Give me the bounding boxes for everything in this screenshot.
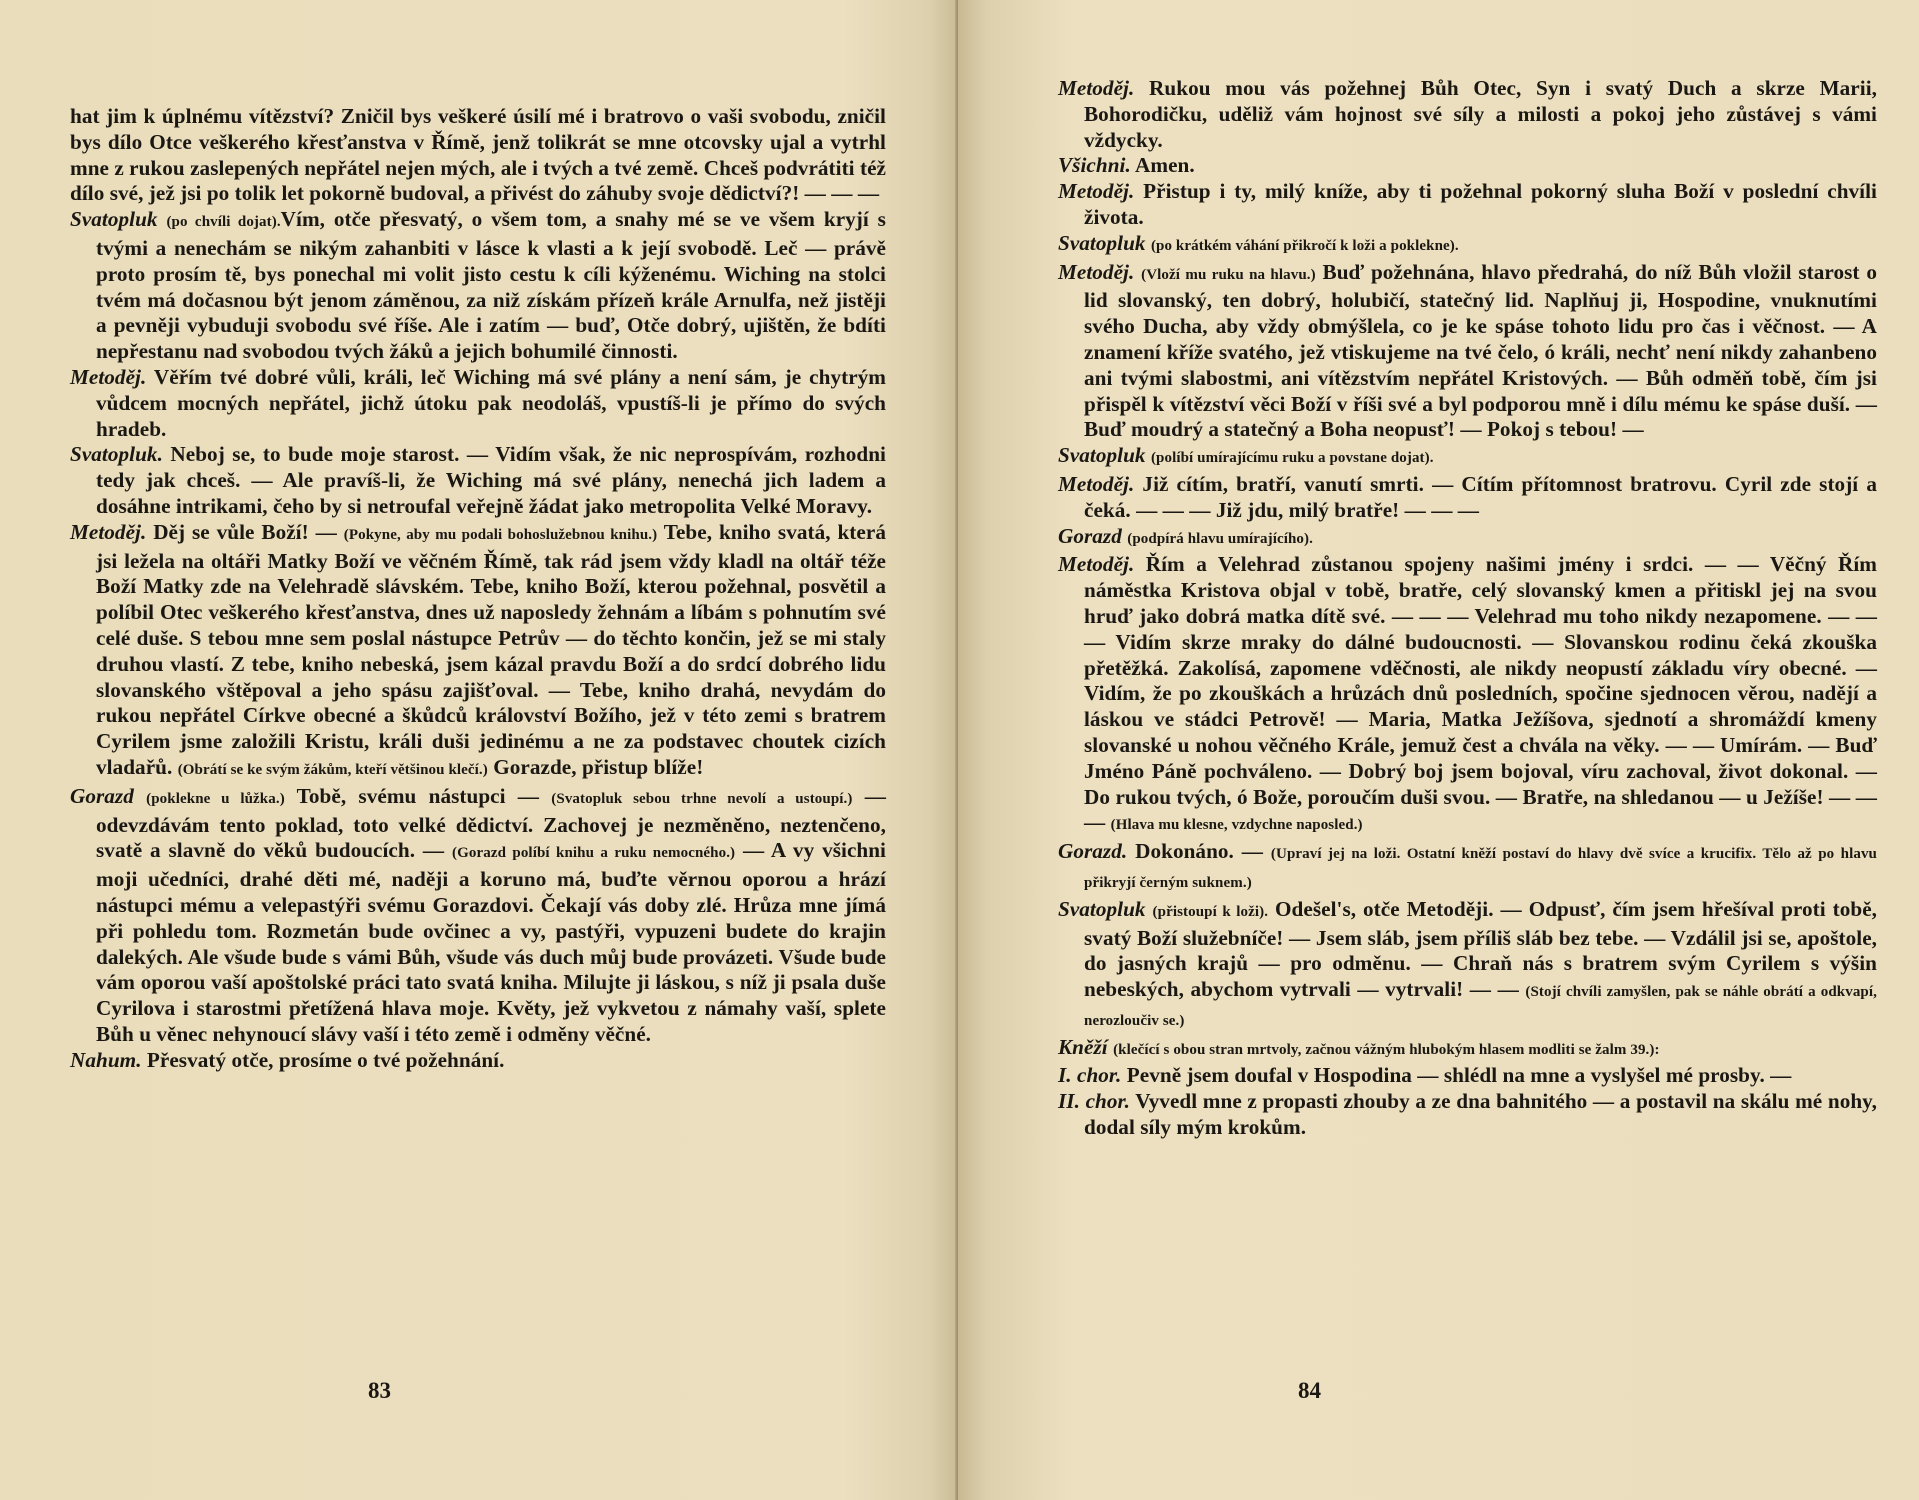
speaker-name: Svatopluk bbox=[1058, 443, 1146, 468]
dialogue-paragraph bbox=[70, 365, 886, 442]
speaker-name: Metoděj. bbox=[70, 364, 147, 389]
spoken-text: — A vy všichni moji učedníci, drahé děti mé, naději a koruno má, buďte věrnou oporou a hrází nástupci mému a velepastýři svému Gorazdovi. Čekají vás doby zlé. Hrůza mne jímá při pohledu tom. Rozmetán bude ovčinec a vy, pastýři, vypuzeni budete do krajin dalekých. Ale všude bude s vámi Bůh, všude vás duch můj bude provázeti. Všude bude vám oporou vaší apoštolské práci tato svatá kniha. Milujte ji láskou, s níž ji psala duše Cyrilova i starostmi přetížená hlava moje. Květy, jež vykvetou z námahy vaší, splete Bůh u věnec nehynoucí slávy vaší i této země i odměny věčné. bbox=[96, 838, 886, 1046]
stage-direction: (Upraví jej na loži. Ostatní kněží postaví do hlavy dvě svíce a krucifix. Tělo až po hlavu přikryjí černým suknem.) bbox=[1084, 846, 1877, 891]
spoken-text: hat jim k úplnému vítězství? Zničil bys veškeré úsilí mé i bratrovo o vaši svobodu, zničil bys dílo Otce veškerého křesťanstva v Římě, jenž tolikrát se mne otcovsky ujal a vytrhl mne z rukou zaslepených nepřátel nejen mých, ale i tvých a tvé země. Chceš podvrátiti též dílo své, jež jsi po tolik let pokorně budoval, a přivést do záhuby svoje dědictví?! — — — bbox=[70, 104, 886, 206]
dialogue-paragraph bbox=[1058, 839, 1877, 897]
spoken-text: — odevzdávám tento poklad, toto velké dědictví. Zachovej je nezměněno, neztenčeno, svatě a slavně do věků budoucích. — bbox=[96, 783, 886, 863]
right-page-text bbox=[1058, 76, 1877, 1141]
stage-direction: (políbí umírajícímu ruku a povstane dojat). bbox=[1150, 450, 1434, 467]
speaker-name: Gorazd. bbox=[1058, 839, 1128, 864]
spoken-text: Odešel's, otče Metoději. — Odpusť, čím jsem hřešíval proti tobě, svatý Boží služebníče! — Jsem sláb, jsem příliš sláb bez tebe. — Vzdálil jsi se, apoštole, do jasných krajů — pro odměnu. — Chraň nás s bratrem svým Cyrilem s výšin nebeských, abychom vytrvali — vytrvali! — — bbox=[1084, 896, 1877, 1002]
stage-direction: (po krátkém váhání přikročí k loži a poklekne). bbox=[1150, 237, 1459, 254]
speaker-name: II. chor. bbox=[1058, 1089, 1130, 1114]
dialogue-paragraph bbox=[1058, 260, 1877, 444]
page-number-left: 83 bbox=[368, 1378, 391, 1403]
speaker-name: Metoděj. bbox=[1058, 179, 1135, 204]
dialogue-paragraph bbox=[1058, 179, 1877, 231]
dialogue-paragraph bbox=[70, 1048, 886, 1074]
speaker-name: Metoděj. bbox=[1058, 76, 1135, 100]
dialogue-paragraph bbox=[70, 207, 886, 365]
spoken-text: Řím a Velehrad zůstanou spojeny našimi jmény i srdci. — — Věčný Řím náměstka Kristova objal v tobě, bratře, celý slovanský kmen a přitiskl jej na svou hruď jako dobrá matka dítě své. — — — Velehrad mu toho nikdy nezapomene. — — — Vidím skrze mraky do dálné budoucnosti. — Slovanskou rodinu čeká zkouška přetěžká. Zakolísá, zapomene vděčnosti, ale nikdy neopustí základu víry obecné. — Vidím, že po zkouškách a hrůzách dnů posledních, spočine sjednocen věrou, nadějí a láskou ve stádci Petrově! — Maria, Matka Ježíšova, sjednotí a shromáždí kmeny slovanské u nohou věčného Krále, jemuž čest a chvála na věky. — — Umírám. — Buď Jméno Páně pochváleno. — Dobrý boj jsem bojoval, víru zachoval, život dokonal. — Do rukou tvých, ó Bože, poroučím duši svou. — Bratře, na shledanou — u Ježíše! — — — bbox=[1084, 552, 1877, 835]
dialogue-paragraph bbox=[1058, 153, 1877, 179]
right-page bbox=[958, 0, 1919, 1500]
spoken-text: Amen. bbox=[1135, 153, 1195, 178]
speaker-name: Kněží bbox=[1058, 1034, 1108, 1059]
stage-direction: (přistoupí k loži). bbox=[1152, 903, 1269, 920]
dialogue-paragraph bbox=[70, 520, 886, 784]
spoken-text: Přistup i ty, milý kníže, aby ti požehnal pokorný sluha Boží v poslední chvíli života. bbox=[1084, 179, 1877, 229]
stage-direction: (podpírá hlavu umírajícího). bbox=[1127, 530, 1313, 547]
spoken-text: Děj se vůle Boží! — bbox=[153, 519, 344, 544]
spoken-text: Dokonáno. — bbox=[1135, 839, 1271, 864]
spoken-text: Vyvedl mne z propasti zhouby a ze dna bahnitého — a postavil na skálu mé nohy, dodal síly mým krokům. bbox=[1084, 1089, 1877, 1140]
dialogue-paragraph bbox=[1058, 1089, 1877, 1141]
left-page-text bbox=[70, 104, 886, 1073]
spoken-text: Vím, otče přesvatý, o všem tom, a snahy mé se ve všem kryjí s tvými a nenechám se nikým zahanbiti v lásce k vlasti a k její svobodě. Leč — právě proto prosím tě, bys ponechal mi volit jisto cestu k cíli kýženému. Wiching na stolci tvém má dočasnou být jenom záměnou, za niž získám přízeň krále Arnulfa, než jistěji a pevněji vybuduji svobodu své říše. Ale i zatím — buď, Otče dobrý, ujištěn, že bdíti nepřestanu nad svobodou tvých žáků a jejich bohumilé činnosti. bbox=[96, 207, 886, 364]
spoken-text: Tobě, svému nástupci — bbox=[284, 783, 552, 808]
speaker-name: Gorazd bbox=[1058, 523, 1122, 548]
stage-direction: (Stojí chvíli zamyšlen, pak se náhle obrátí a odkvapí, nerozloučiv se.) bbox=[1084, 984, 1877, 1029]
dialogue-paragraph bbox=[1058, 76, 1877, 153]
dialogue-paragraph bbox=[1058, 897, 1877, 1035]
speaker-name: Svatopluk bbox=[1058, 896, 1146, 921]
stage-direction: (Vloží mu ruku na hlavu.) bbox=[1141, 266, 1316, 283]
dialogue-paragraph bbox=[70, 104, 886, 207]
spoken-text: Rukou mou vás požehnej Bůh Otec, Syn i svatý Duch a skrze Marii, Bohorodičku, uděliž vám hojnost své síly a milosti a pokoj jeho zůstávej s vámi vždycky. bbox=[1084, 76, 1877, 152]
stage-direction: (Pokyne, aby mu podali bohoslužebnou knihu.) bbox=[343, 526, 658, 543]
spoken-text: Buď požehnána, hlavo předrahá, do níž Bůh vložil starost o lid slovanský, ten dobrý, holubičí, statečný lid. Naplňuj ji, Hospodine, vnuknutími svého Ducha, aby vždy obmýšlela, co je ke spáse tohoto lidu pro čas i věčnost. — A znamení kříže svatého, jež vtiskujeme na tvé čelo, ó králi, nechť není nikdy zahanbeno ani tvými slabostmi, ani vítězstvím nepřátel Kristových. — Bůh odměň tobě, čím jsi přispěl k vítězství věci Boží v říši své a byl podporou mně i dílu mému ke spáse duší. — Buď moudrý a statečný a Boha neopusť! — Pokoj s tebou! — bbox=[1084, 259, 1877, 442]
spoken-text: Gorazde, přistup blíže! bbox=[487, 754, 704, 779]
dialogue-paragraph bbox=[1058, 1035, 1877, 1064]
spoken-text: Věřím tvé dobré vůli, králi, leč Wiching má své plány a není sám, je chytrým vůdcem mocných nepřátel, jichž útoku pak neodoláš, vpustíš-li je přímo do svých hradeb. bbox=[96, 364, 887, 441]
dialogue-paragraph bbox=[1058, 231, 1877, 260]
speaker-name: Všichni. bbox=[1058, 153, 1131, 178]
stage-direction: (Obrátí se ke svým žákům, kteří většinou klečí.) bbox=[177, 761, 488, 778]
speaker-name: Metoděj. bbox=[1058, 259, 1135, 284]
spoken-text: Přesvatý otče, prosíme o tvé požehnání. bbox=[146, 1047, 505, 1072]
spoken-text: Již cítím, bratří, vanutí smrti. — Cítím přítomnost bratrovu. Cyril zde stojí a čeká. — — — Již jdu, milý bratře! — — — bbox=[1084, 471, 1877, 522]
dialogue-paragraph bbox=[1058, 1063, 1877, 1089]
stage-direction: (Hlava mu klesne, vzdychne naposled.) bbox=[1110, 817, 1363, 834]
page-number-right: 84 bbox=[1298, 1378, 1321, 1403]
speaker-name: I. chor. bbox=[1058, 1063, 1122, 1088]
dialogue-paragraph bbox=[1058, 524, 1877, 553]
spoken-text: Neboj se, to bude moje starost. — Vidím však, že nic neprospívám, rozhodni tedy jak chceš. — Ale pravíš-li, že Wiching má své plány, nenechá jich ladem a dosáhne intrikami, čeho by si netroufal veřejně žádat jako metropolita Velké Moravy. bbox=[96, 442, 886, 518]
speaker-name: Nahum. bbox=[70, 1047, 142, 1072]
stage-direction: (poklekne u lůžka.) bbox=[146, 790, 285, 807]
stage-direction: (Svatopluk sebou trhne nevolí a ustoupí.) bbox=[551, 790, 853, 807]
speaker-name: Metoděj. bbox=[1058, 471, 1135, 496]
stage-direction: (Gorazd políbí knihu a ruku nemocného.) bbox=[452, 845, 736, 862]
stage-direction: (po chvíli dojat). bbox=[166, 214, 281, 231]
left-page bbox=[0, 0, 958, 1500]
speaker-name: Metoděj. bbox=[70, 519, 147, 544]
speaker-name: Svatopluk bbox=[70, 207, 158, 232]
stage-direction: (klečící s obou stran mrtvoly, začnou vážným hlubokým hlasem modliti se žalm 39.): bbox=[1113, 1041, 1660, 1058]
speaker-name: Svatopluk bbox=[1058, 230, 1146, 255]
dialogue-paragraph bbox=[70, 784, 886, 1048]
speaker-name: Svatopluk. bbox=[70, 442, 163, 467]
spoken-text: Tebe, kniho svatá, která jsi ležela na oltáři Matky Boží ve věčném Římě, tak rád jsem vždy kladl na oltář téže Boží Matky zde na Velehradě slávském. Tebe, kniho Boží, kterou požehnal, posvětil a políbil Otec veškerého křesťanstva, dnes už naposledy žehnám a líbám s pohnutím své celé duše. S tebou mne sem poslal nástupce Petrův — do těchto končin, jež se mi staly druhou vlastí. Z tebe, kniho nebeská, jsem kázal pravdu Boží a do srdcí dobrého lidu slovanského vštěpoval a jeho spásu zajišťoval. — Tebe, kniho drahá, nevydám do rukou nepřátel Církve obecné a škůdců království Božího, jež v této zemi s bratrem Cyrilem jsme založili Kristu, králi duši jedinému a ne za podstavec choutek cizích vladařů. bbox=[96, 519, 886, 779]
speaker-name: Metoděj. bbox=[1058, 552, 1135, 577]
dialogue-paragraph bbox=[1058, 552, 1877, 839]
spoken-text: Pevně jsem doufal v Hospodina — shlédl na mne a vyslyšel mé prosby. — bbox=[1126, 1063, 1792, 1088]
dialogue-paragraph bbox=[1058, 472, 1877, 524]
dialogue-paragraph bbox=[70, 442, 886, 519]
speaker-name: Gorazd bbox=[70, 783, 134, 808]
dialogue-paragraph bbox=[1058, 443, 1877, 472]
